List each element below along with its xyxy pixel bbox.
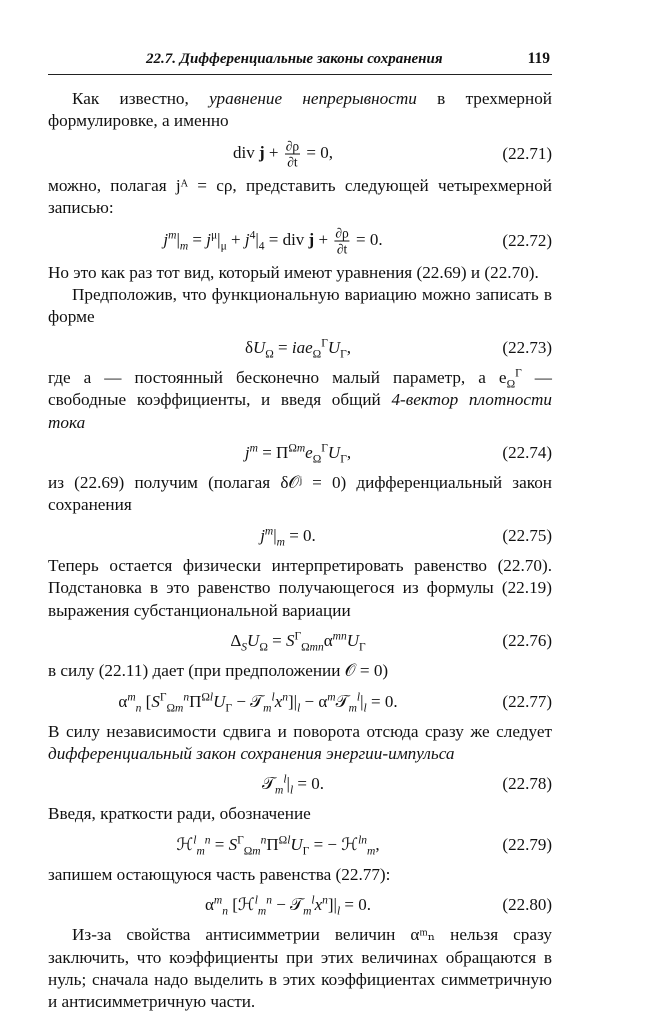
- paragraph-12: Из-за свойства антисимметрии величин αᵐₙ нельзя сразу заключить, что коэффициенты при этих величинах обращаются в нуль; сначала надо выделить в этих коэффициентах симметричную и антисимметричную части.: [48, 925, 552, 1012]
- equation-22-78: [48, 765, 552, 803]
- formula: $\Delta_SU_\Omega = S^\Gamma_{\Omega mn}\alpha^{mn}U_\Gamma$: [230, 630, 366, 654]
- section-title: 22.7. Дифференциальные законы сохранения: [146, 51, 443, 67]
- formula: $\alpha^m_n$ [$S^\Gamma_{\Omega m}^n\Pi^{\Omega l}U_\Gamma$ − $𝒯_m^lx^n]|_l$ − $\alpha^m𝒯_m^l|_l = 0$.: [118, 690, 398, 714]
- page-body: [48, 88, 552, 1014]
- formula: div j + $\frac{\partial\rho}{\partial t}$ = 0,: [232, 138, 334, 170]
- equation-number: (22.77): [502, 691, 552, 711]
- equation-22-76: [48, 622, 552, 660]
- equation-number: (22.75): [502, 525, 552, 545]
- formula: $𝒯_m^l|_l = 0$.: [262, 773, 324, 797]
- paragraph-5: где a — постоянный бесконечно малый параметр, а $e_\Omega^\Gamma$ — свободные коэффициенты, и введя общий 4-вектор плотности тока: [48, 367, 552, 432]
- p9-text: В силу независимости сдвига и поворота отсюда сразу же следует: [48, 721, 552, 741]
- equation-22-79: [48, 826, 552, 864]
- equation-22-80: [48, 886, 552, 924]
- formula: $\alpha^m_n$ [ℋ$^l_m^n$ − $𝒯_m^lx^n]|_l = 0$.: [204, 894, 372, 918]
- paragraph-9: [48, 721, 552, 766]
- paragraph-1: [48, 88, 552, 133]
- equation-22-71: [48, 133, 552, 175]
- equation-22-73: [48, 329, 552, 367]
- page-number: 119: [527, 50, 550, 67]
- running-header: [48, 48, 552, 75]
- equation-number: (22.72): [502, 230, 552, 250]
- paragraph-6: из (22.69) получим (полагая δ𝒪ʲ = 0) дифференциальный закон сохранения: [48, 473, 552, 515]
- equation-22-77: [48, 683, 552, 721]
- equation-number: (22.76): [502, 631, 552, 651]
- equation-number: (22.74): [502, 443, 552, 463]
- formula: $j^m = \Pi^{\Omega m}e_\Omega^\Gamma U_\Gamma$,: [244, 442, 352, 466]
- equation-number: (22.80): [502, 895, 552, 915]
- formula: ℋ$^l_m^n$ = $S^\Gamma_{\Omega m}^n\Pi^{\Omega l}U_\Gamma$ = − ℋ$^{ln}_m$,: [176, 834, 380, 858]
- p5-italic: 4-вектор плотности тока: [48, 390, 552, 432]
- paragraph-2: можно, полагая jᴬ = cρ, представить следующей четырехмерной записью:: [48, 175, 552, 218]
- p9-italic: дифференциальный закон сохранения энергии-импульса: [48, 743, 455, 763]
- equation-22-72: [48, 220, 552, 262]
- paragraph-10: Введя, краткости ради, обозначение: [48, 804, 311, 824]
- equation-22-75: [48, 517, 552, 555]
- formula: $\delta U_\Omega = iae_\Omega^\Gamma U_\Gamma$,: [244, 337, 352, 361]
- formula: $j^m|_m = j^\mu|_\mu + j^4|_4$ = div j + $\frac{\partial\rho}{\partial t}$ = 0.: [163, 225, 383, 257]
- paragraph-8: в силу (22.11) дает (при предположении 𝒪 = 0): [48, 661, 389, 681]
- equation-number: (22.78): [502, 774, 552, 794]
- formula: $j^m|_m = 0$.: [260, 525, 316, 549]
- p5-text-mid: — свободные коэффициенты, и введя общий: [48, 367, 552, 410]
- paragraph-4: Предположив, что функциональную вариацию можно записать в форме: [48, 285, 552, 327]
- equation-number: (22.73): [502, 337, 552, 357]
- p1-text-end: в трехмерной формулировке, а именно: [48, 89, 552, 131]
- p1-italic: уравнение непрерывности: [209, 89, 417, 108]
- p5-text: где a — постоянный бесконечно малый параметр, а e: [48, 367, 507, 387]
- equation-22-74: [48, 434, 552, 472]
- paragraph-11: запишем остающуюся часть равенства (22.77):: [48, 864, 391, 884]
- p1-text: Как известно,: [72, 89, 210, 108]
- equation-number: (22.79): [502, 834, 552, 854]
- paragraph-7: Теперь остается физически интерпретировать равенство (22.70). Подстановка в это равенство получающегося из формулы (22.19) выражения субстанциональной вариации: [48, 555, 552, 620]
- paragraph-3: Но это как раз тот вид, который имеют уравнения (22.69) и (22.70).: [48, 262, 539, 282]
- equation-number: (22.71): [502, 143, 552, 163]
